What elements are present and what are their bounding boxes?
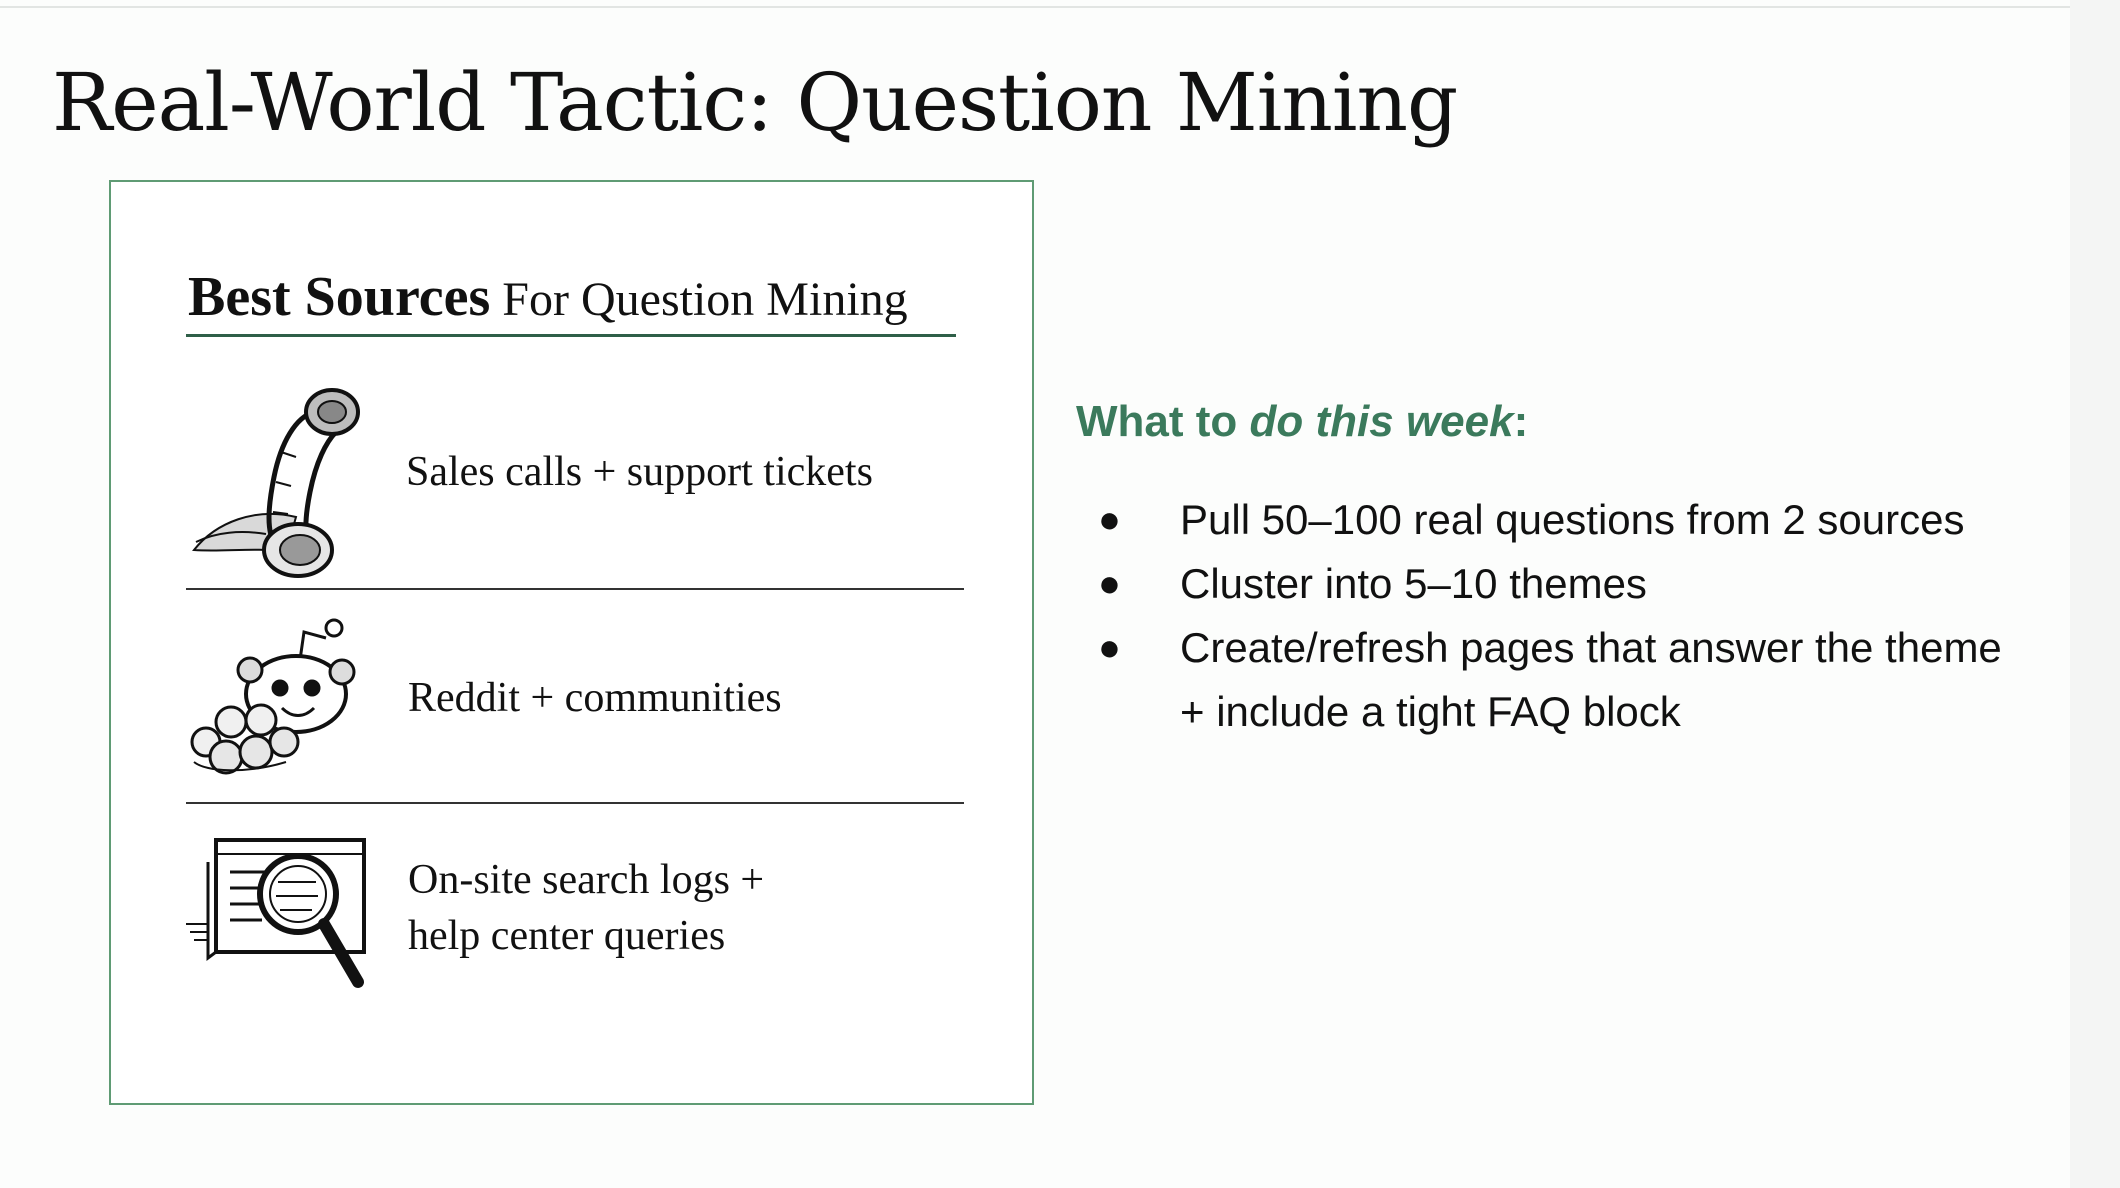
action-item <box>1098 552 2028 616</box>
action-item-text: Cluster into 5–10 themes <box>1180 560 1647 607</box>
sources-card-heading-rest: For Question Mining <box>490 273 908 326</box>
telephone-handset-icon <box>186 382 366 582</box>
action-list <box>1098 488 2028 744</box>
top-rule <box>0 6 2070 8</box>
source-label-reddit: Reddit + communities <box>408 675 782 721</box>
source-label-sales-calls: Sales calls + support tickets <box>406 449 873 495</box>
bullet-icon: ● <box>1098 499 1121 541</box>
sources-card <box>109 180 1034 1105</box>
reddit-community-icon <box>186 612 366 782</box>
action-heading-end: : <box>1513 397 1529 446</box>
source-divider-2 <box>186 802 964 804</box>
source-item-reddit <box>111 612 1036 802</box>
action-heading-start: What to <box>1076 397 1250 446</box>
bullet-icon: ● <box>1098 563 1121 605</box>
sources-card-heading <box>188 262 958 335</box>
action-item <box>1098 488 2028 552</box>
action-heading <box>1076 392 1528 452</box>
action-item-text: Pull 50–100 real questions from 2 sources <box>1180 496 1965 543</box>
heading-underline <box>186 334 956 337</box>
action-item-text: Create/refresh pages that answer the theme + include a tight FAQ block <box>1180 624 2002 735</box>
magnifying-glass-document-icon <box>186 832 376 1002</box>
action-heading-emphasis: do this week <box>1249 397 1514 446</box>
slide-title: Real-World Tactic: Question Mining <box>52 56 1458 149</box>
window-edge-strip <box>2070 0 2120 1188</box>
source-item-sales-calls <box>111 382 1036 592</box>
bullet-icon: ● <box>1098 627 1121 669</box>
sources-card-heading-bold: Best Sources <box>188 266 491 328</box>
source-item-search-logs <box>111 832 1036 1012</box>
source-label-search-logs-line2: help center queries <box>408 913 726 959</box>
source-label-search-logs-line1: On-site search logs + <box>408 857 765 903</box>
source-divider-1 <box>186 588 964 590</box>
action-item <box>1098 616 2028 744</box>
